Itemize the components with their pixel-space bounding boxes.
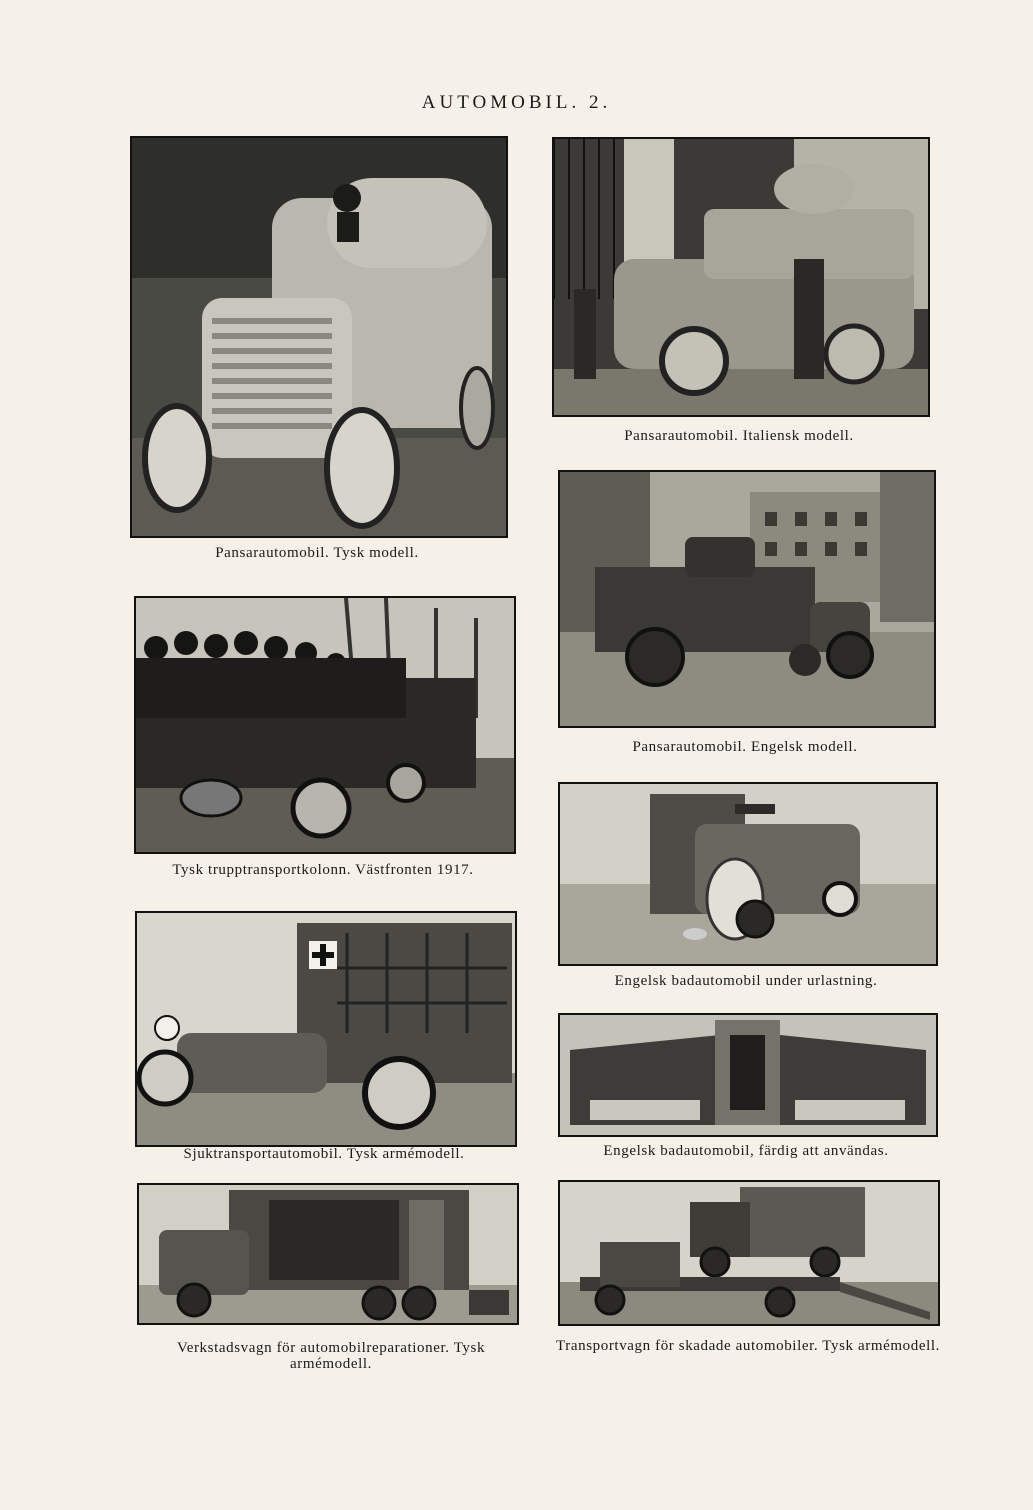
photo-workshop-wagon [137, 1183, 519, 1325]
photo-italian-armoured-car [552, 137, 930, 417]
photo-english-armoured-car [558, 470, 936, 728]
photo-bath-automobile-unloading [558, 782, 938, 966]
caption-italian-armoured-car: Pansarautomobil. Italiensk modell. [624, 428, 854, 444]
photo-bath-automobile-ready [558, 1013, 938, 1137]
caption-english-armoured-car: Pansarautomobil. Engelsk modell. [632, 739, 858, 755]
caption-bath-automobile-unloading: Engelsk badautomobil under urlastning. [614, 973, 878, 989]
photo-recovery-transport-wagon [558, 1180, 940, 1326]
caption-german-armoured-car: Pansarautomobil. Tysk modell. [215, 545, 419, 561]
caption-workshop-wagon: Verkstadsvagn för automobilreparationer. Tysk armémodell. [176, 1340, 486, 1372]
photo-ambulance [135, 911, 517, 1147]
caption-recovery-transport-wagon: Transportvagn för skadade automobiler. Tysk armémodell. [556, 1338, 940, 1354]
caption-ambulance: Sjuktransportautomobil. Tysk armémodell. [183, 1146, 465, 1162]
caption-bath-automobile-ready: Engelsk badautomobil, färdig att användas. [603, 1143, 889, 1159]
caption-troop-transport: Tysk trupptransportkolonn. Västfronten 1917. [172, 862, 474, 878]
photo-german-armoured-car [130, 136, 508, 538]
photo-troop-transport [134, 596, 516, 854]
page-title: AUTOMOBIL. 2. [421, 92, 612, 113]
